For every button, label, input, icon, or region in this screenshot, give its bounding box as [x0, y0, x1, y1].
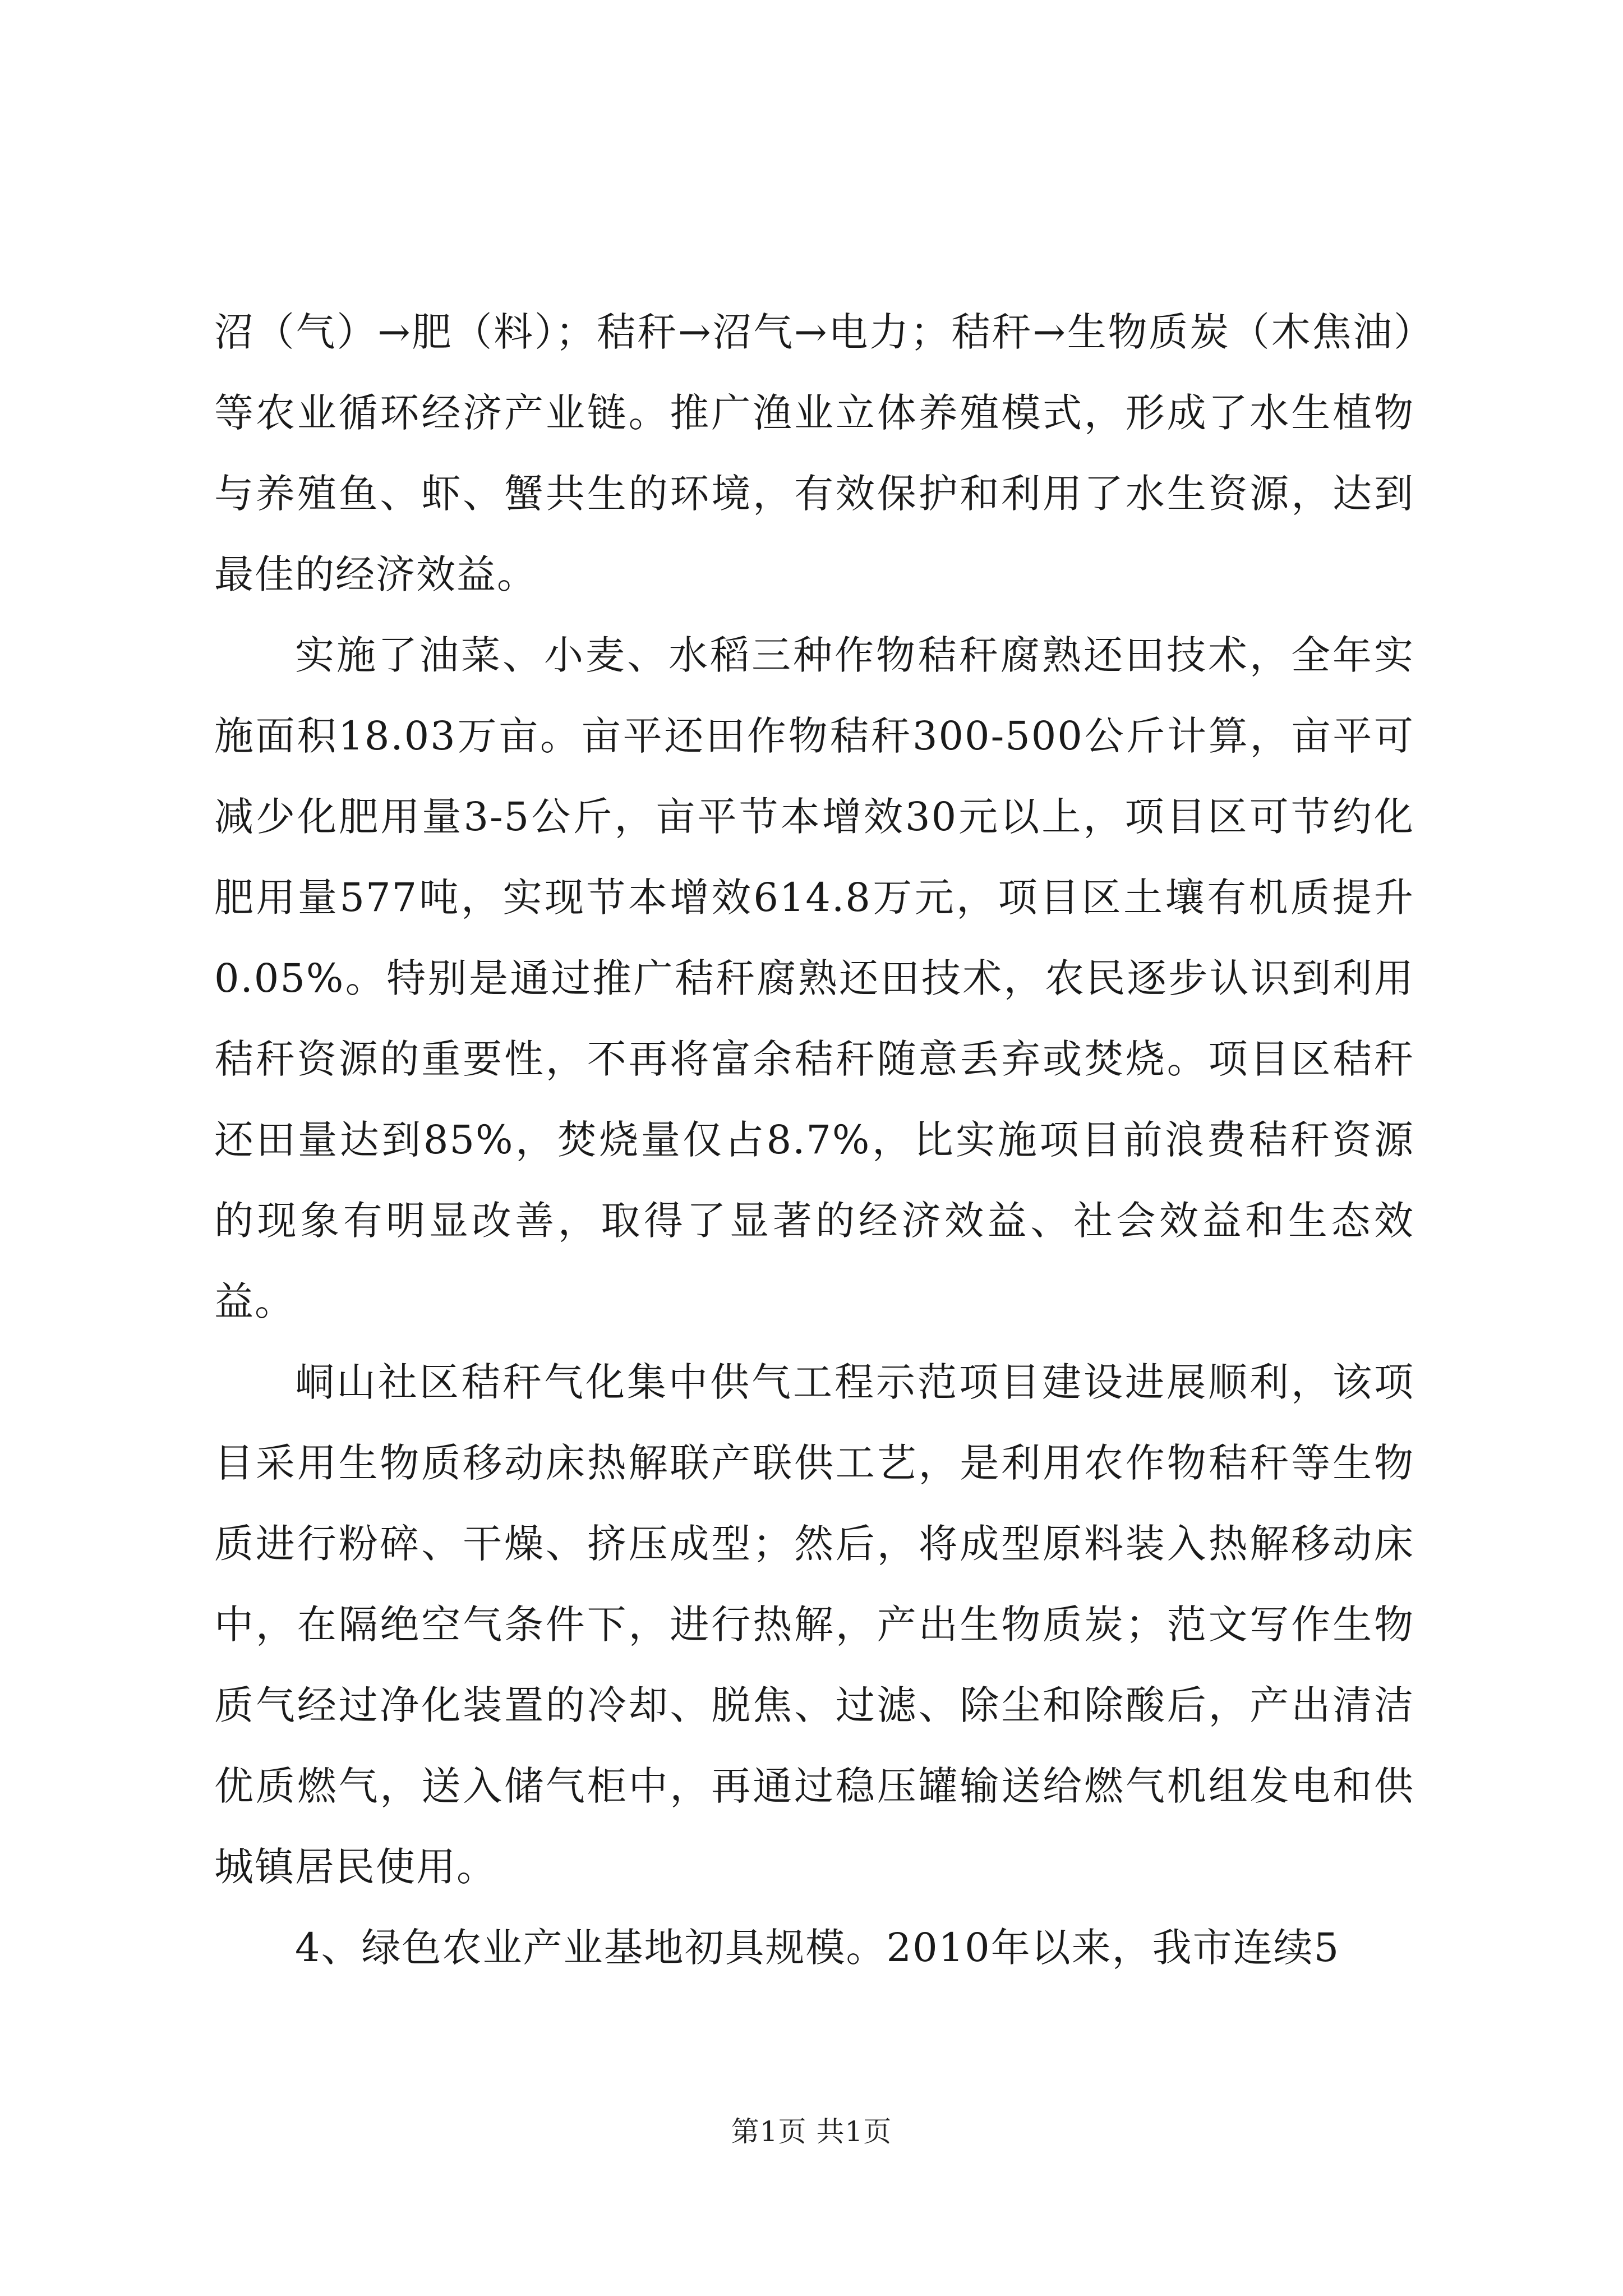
paragraph-circular-economy: 沼（气）→肥（料）；秸秆→沼气→电力；秸秆→生物质炭（木焦油）等农业循环经济产业链。推广渔业立体养殖模式，形成了水生植物与养殖鱼、虾、蟹共生的环境，有效保护和利用了水生资源，达到最佳的经济效益。 — [214, 309, 1414, 597]
page-footer: 第1页 共1页 — [731, 2115, 892, 2148]
document-body — [214, 292, 1414, 1988]
paragraph-straw-return: 实施了油菜、小麦、水稻三种作物秸秆腐熟还田技术，全年实施面积18.03万亩。亩平还田作物秸秆300-500公斤计算，亩平可减少化肥用量3-5公斤，亩平节本增效30元以上，项目区可节约化肥用量577吨，实现节本增效614.8万元，项目区土壤有机质提升0.05%。特别是通过推广秸秆腐熟还田技术，农民逐步认识到利用秸秆资源的重要性，不再将富余秸秆随意丢弃或焚烧。项目区秸秆还田量达到85%，焚烧量仅占8.7%，比实施项目前浪费秸秆资源的现象有明显改善，取得了显著的经济效益、社会效益和生态效益。 — [214, 632, 1414, 1324]
paragraph-green-agriculture: 4、绿色农业产业基地初具规模。2010年以来，我市连续5 — [295, 1925, 1340, 1971]
paragraph-gasification-project: 峒山社区秸秆气化集中供气工程示范项目建设进展顺利，该项目采用生物质移动床热解联产联供工艺，是利用农作物秸秆等生物质进行粉碎、干燥、挤压成型；然后，将成型原料装入热解移动床中，在隔绝空气条件下，进行热解，产出生物质炭；范文写作生物质气经过净化装置的冷却、脱焦、过滤、除尘和除酸后，产出清洁优质燃气，送入储气柜中，再通过稳压罐输送给燃气机组发电和供城镇居民使用。 — [214, 1359, 1414, 1890]
